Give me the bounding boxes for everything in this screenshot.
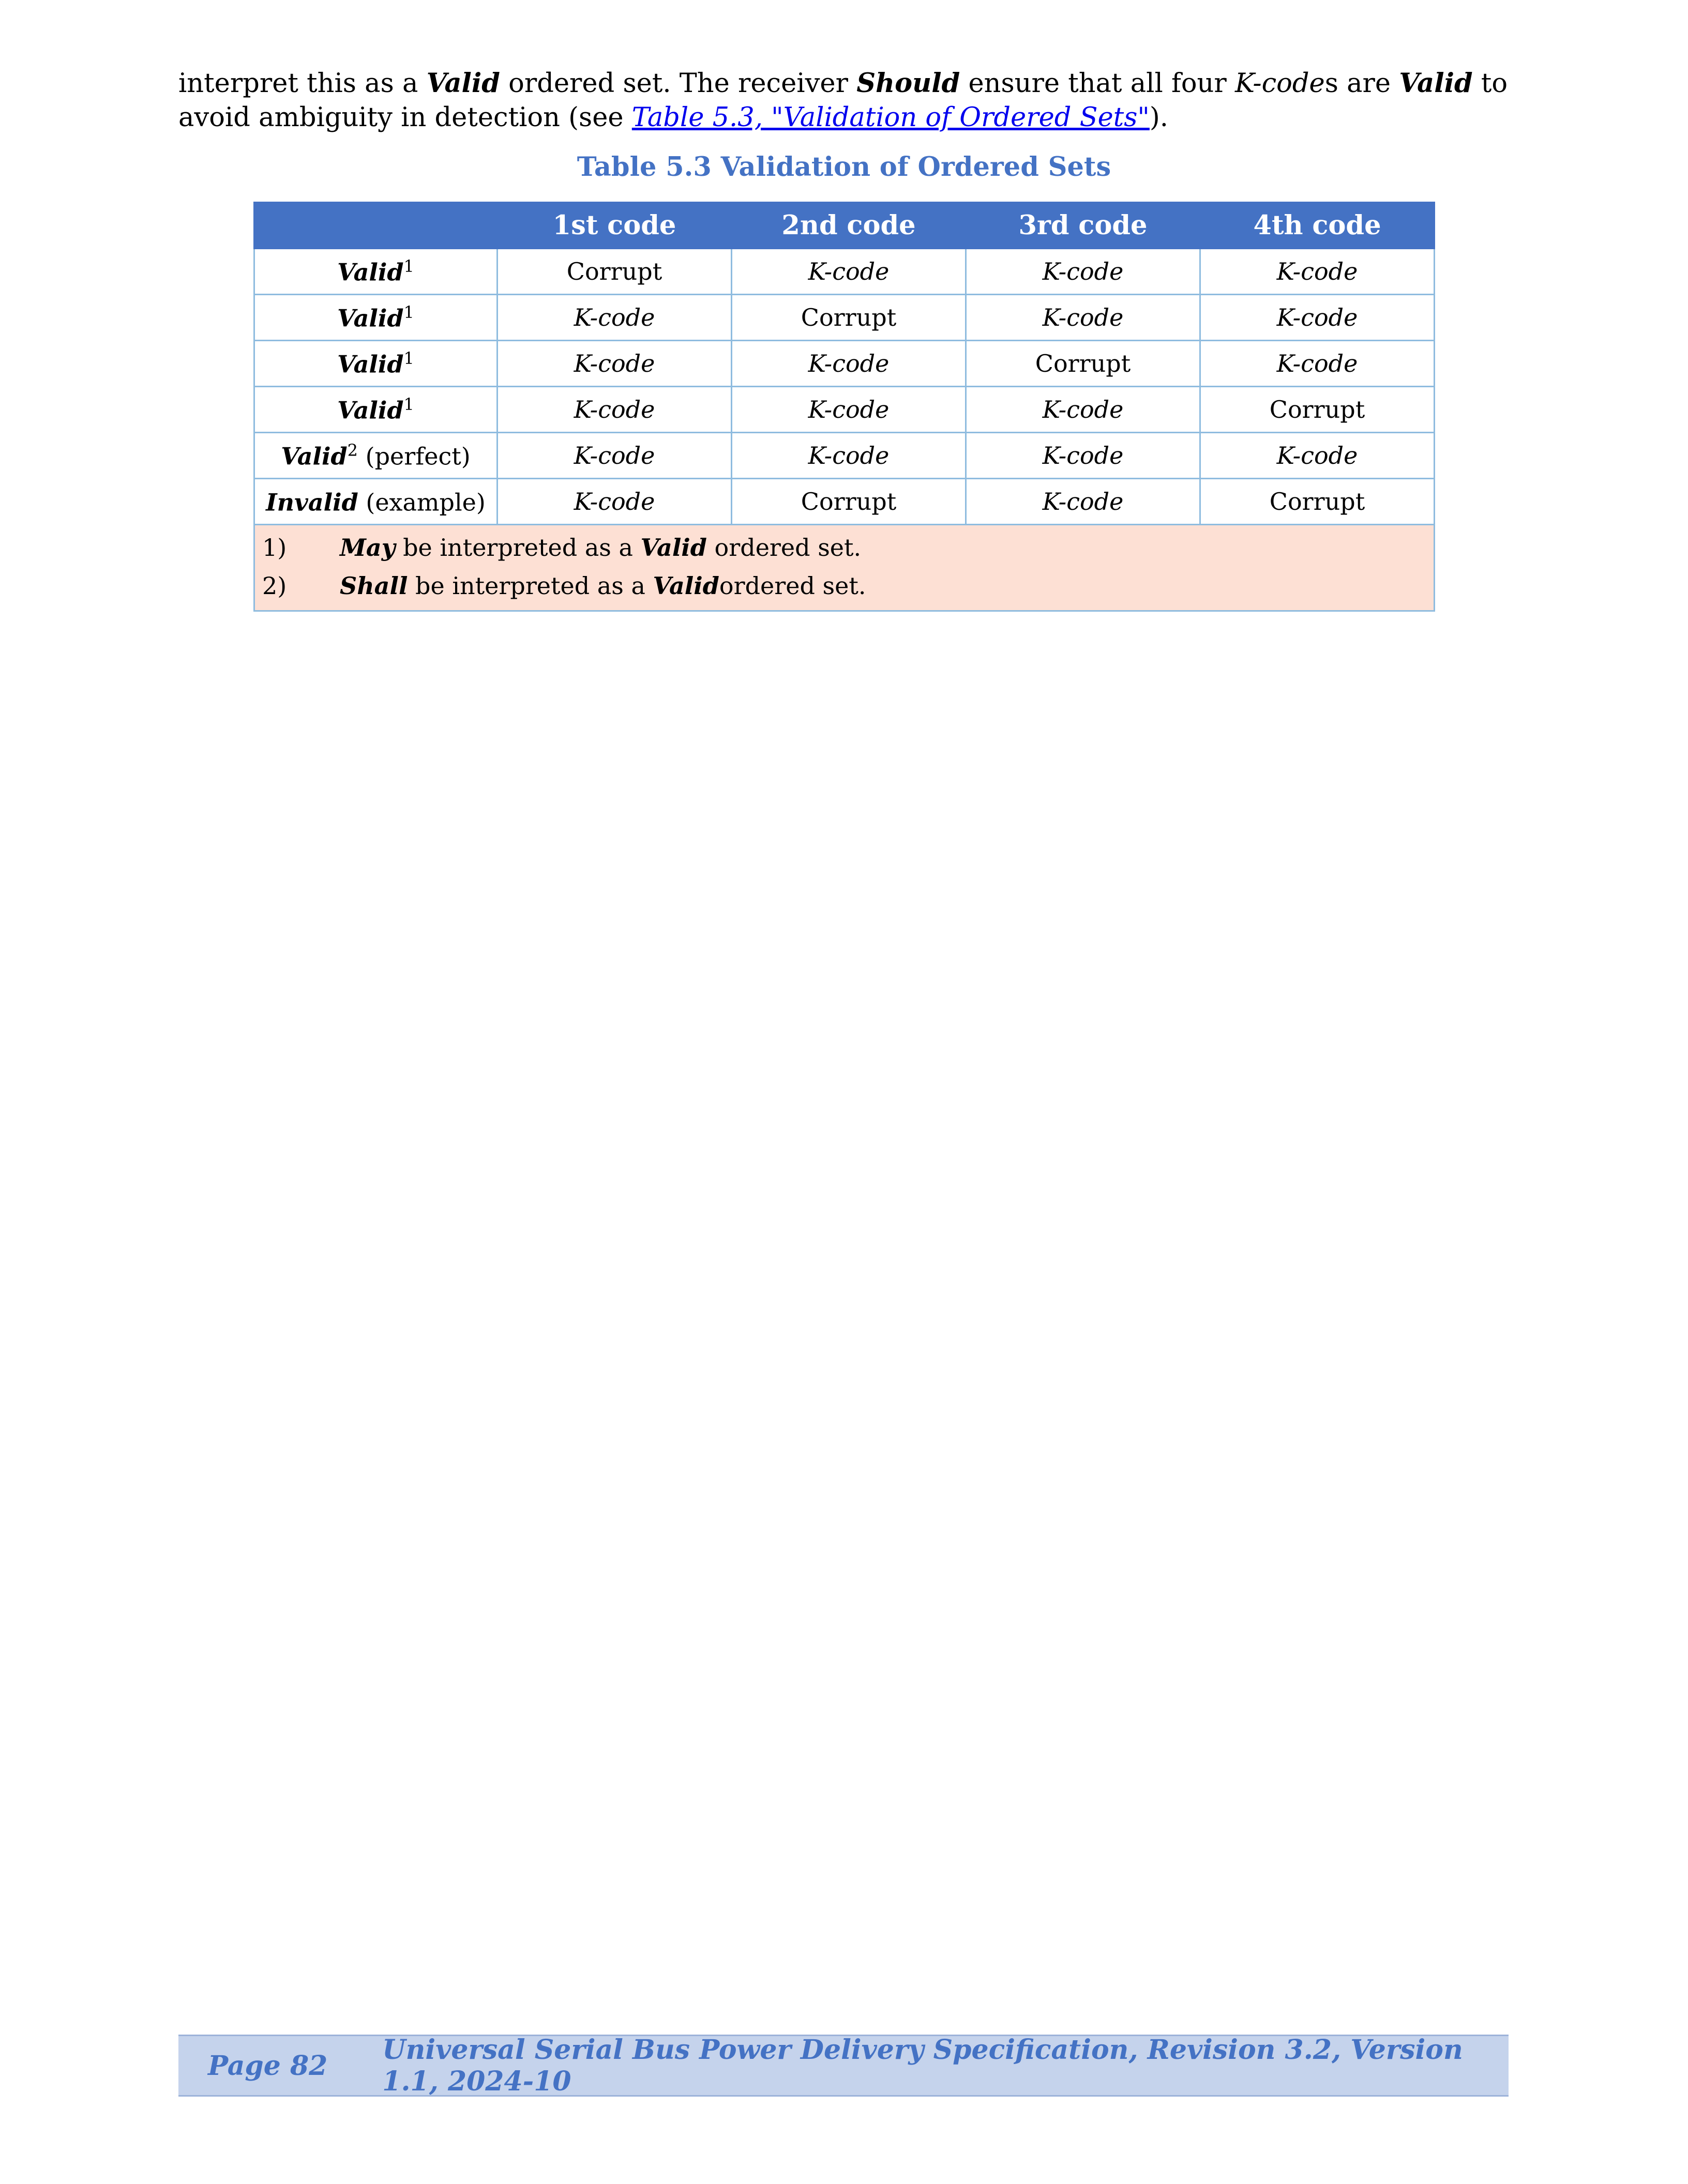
row-label: Valid	[337, 304, 404, 332]
validation-table	[253, 202, 1435, 612]
table-cell: K-code	[1200, 341, 1435, 387]
row-label: Valid	[337, 350, 404, 378]
note-emphasis: Shall	[340, 572, 408, 600]
table-cell: K-code	[498, 433, 732, 479]
row-label-cell	[254, 295, 498, 341]
table-cell: K-code	[732, 387, 966, 433]
footnote-ref: 1	[403, 348, 414, 369]
table-reference-link[interactable]: Table 5.3, "Validation of Ordered Sets"	[631, 102, 1150, 133]
note-text	[340, 528, 861, 567]
table-cell: Corrupt	[966, 341, 1200, 387]
table-cell: K-code	[498, 387, 732, 433]
table-cell: K-code	[1200, 295, 1435, 341]
row-label-suffix: (perfect)	[358, 442, 471, 471]
table-cell: K-code	[498, 341, 732, 387]
table-cell: K-code	[966, 387, 1200, 433]
row-label: Valid	[337, 396, 404, 424]
row-label-cell	[254, 387, 498, 433]
row-label-cell	[254, 341, 498, 387]
table-note	[262, 567, 1434, 605]
note-text-part: be interpreted as a	[408, 572, 653, 600]
page-number: Page 82	[208, 2050, 328, 2082]
document-title: Universal Serial Bus Power Delivery Specification, Revision 3.2, Version 1.1, 2024-10	[382, 2034, 1463, 2097]
note-number: 2)	[262, 572, 287, 600]
header-cell-2nd-code: 2nd code	[732, 203, 966, 249]
table-cell: Corrupt	[498, 249, 732, 295]
footnote-ref: 1	[403, 256, 414, 277]
row-label: Valid	[281, 442, 348, 471]
paragraph-emphasis: Should	[856, 68, 960, 99]
body-paragraph	[178, 66, 1515, 135]
row-label: Invalid	[266, 488, 358, 517]
footnote-ref: 2	[347, 441, 358, 461]
table-cell: K-code	[1200, 249, 1435, 295]
paragraph-text: ensure that all four	[960, 68, 1235, 99]
table-cell: Corrupt	[732, 295, 966, 341]
note-emphasis: May	[340, 534, 396, 562]
footnote-ref: 1	[403, 302, 414, 323]
row-label: Valid	[337, 258, 404, 286]
table-cell: K-code	[966, 249, 1200, 295]
table-notes-row	[254, 525, 1435, 611]
table-cell: K-code	[1200, 433, 1435, 479]
table-cell: Corrupt	[1200, 387, 1435, 433]
table-cell: K-code	[498, 479, 732, 525]
paragraph-text: ).	[1149, 102, 1168, 133]
table-cell: K-code	[732, 433, 966, 479]
table-row	[254, 479, 1435, 525]
paragraph-emphasis: Valid	[426, 68, 500, 99]
header-cell-3rd-code: 3rd code	[966, 203, 1200, 249]
table-caption: Table 5.3 Validation of Ordered Sets	[577, 151, 1111, 183]
table-cell: K-code	[498, 295, 732, 341]
footnote-ref: 1	[403, 395, 414, 415]
table-row	[254, 387, 1435, 433]
table-cell: K-code	[966, 433, 1200, 479]
table-row	[254, 341, 1435, 387]
header-cell-1st-code: 1st code	[498, 203, 732, 249]
table-cell: K-code	[966, 295, 1200, 341]
table-row	[254, 295, 1435, 341]
paragraph-text: to avoid ambiguity in detection (see	[178, 68, 1508, 133]
table-row	[254, 249, 1435, 295]
table-note	[262, 528, 1434, 567]
row-label-cell	[254, 433, 498, 479]
note-emphasis: Valid	[653, 572, 719, 600]
page-footer	[178, 2035, 1509, 2097]
header-cell-4th-code: 4th code	[1200, 203, 1435, 249]
note-text-part: ordered set.	[706, 534, 862, 562]
table-cell: Corrupt	[732, 479, 966, 525]
table-notes	[254, 525, 1435, 611]
paragraph-emphasis: Valid	[1399, 68, 1473, 99]
paragraph-italic: K-code	[1235, 68, 1325, 99]
header-cell-corner	[254, 203, 498, 249]
paragraph-text: interpret this as a	[178, 68, 427, 99]
paragraph-text: ordered set. The receiver	[500, 68, 857, 99]
note-number: 1)	[262, 534, 287, 562]
note-text-part: ordered set.	[719, 572, 866, 600]
table-cell: K-code	[732, 249, 966, 295]
table-cell: K-code	[966, 479, 1200, 525]
table-cell: K-code	[732, 341, 966, 387]
table-header-row	[254, 203, 1435, 249]
table-row	[254, 433, 1435, 479]
paragraph-text: s are	[1324, 68, 1399, 99]
note-emphasis: Valid	[640, 534, 707, 562]
note-text-part: be interpreted as a	[395, 534, 641, 562]
table-cell: Corrupt	[1200, 479, 1435, 525]
row-label-cell	[254, 249, 498, 295]
row-label-cell	[254, 479, 498, 525]
note-text	[340, 567, 866, 605]
row-label-suffix: (example)	[358, 488, 486, 517]
